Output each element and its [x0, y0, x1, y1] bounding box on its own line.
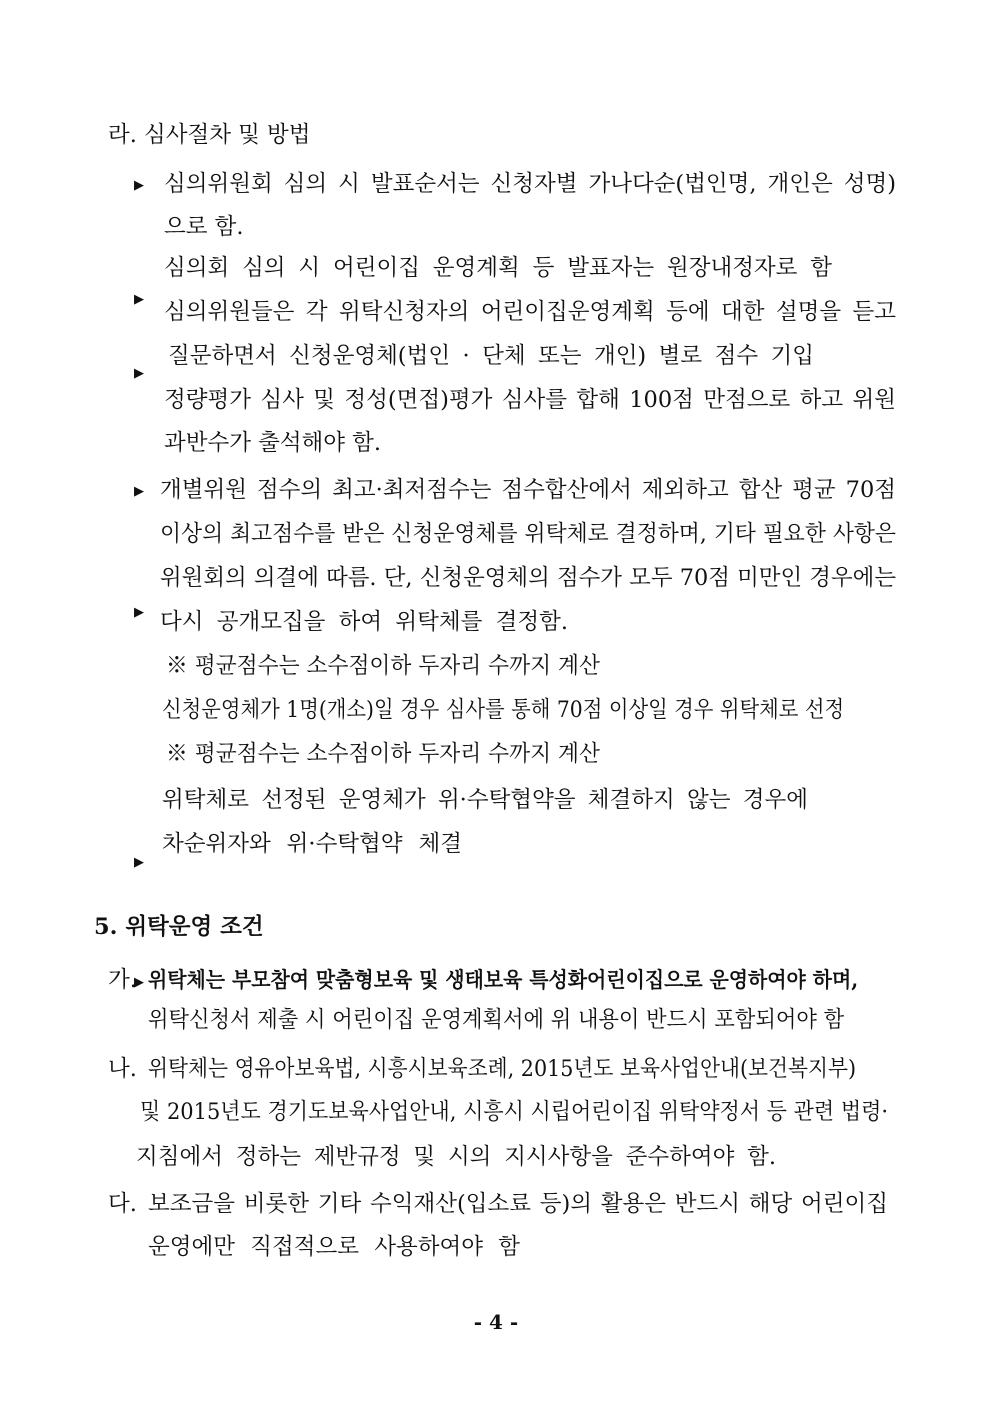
- triangle-bullet-icon: ▶: [134, 292, 144, 307]
- triangle-bullet-icon: ▶: [134, 366, 144, 381]
- item-line: 위탁신청서 제출 시 어린이집 운영계획서에 위 내용이 반드시 포함되어야 함: [148, 1007, 845, 1033]
- section-5-heading: 5. 위탁운영 조건: [94, 914, 264, 940]
- bullet-line: 이상의 최고점수를 받은 신청운영체를 위탁체로 결정하며, 기타 필요한 사항은: [160, 521, 896, 547]
- item-line: 보조금을 비롯한 기타 수익재산(입소료 등)의 활용은 반드시 해당 어린이집: [148, 1191, 888, 1217]
- bullet-line: 심의위원회 심의 시 발표순서는 신청자별 가나다순(법인명, 개인은 성명): [164, 171, 896, 197]
- bullet-line: 차순위자와 위·수탁협약 체결: [162, 831, 462, 857]
- triangle-bullet-icon: ▶: [134, 605, 144, 620]
- triangle-bullet-icon: ▶: [134, 484, 144, 499]
- note-line: ※ 평균점수는 소수점이하 두자리 수까지 계산: [166, 741, 600, 767]
- triangle-bullet-icon: ▶: [134, 855, 144, 870]
- bullet-line: 위원회의 의결에 따름. 단, 신청운영체의 점수가 모두 70점 미만인 경우에는: [160, 565, 897, 591]
- triangle-bullet-icon: ▶: [134, 178, 144, 193]
- item-marker: 가.: [108, 967, 137, 993]
- bullet-line: 심의회 심의 시 어린이집 운영계획 등 발표자는 원장내정자로 함: [164, 255, 832, 281]
- item-line: 위탁체는 영유아보육법, 시흥시보육조례, 2015년도 보육사업안내(보건복지부): [148, 1056, 857, 1082]
- bullet-line: 다시 공개모집을 하여 위탁체를 결정함.: [160, 609, 568, 635]
- bullet-line: 정량평가 심사 및 정성(면접)평가 심사를 합해 100점 만점으로 하고 위원: [164, 387, 896, 413]
- item-marker: 나.: [108, 1056, 137, 1082]
- item-line: 및 2015년도 경기도보육사업안내, 시흥시 시립어린이집 위탁약정서 등 관련 법령·: [140, 1099, 888, 1125]
- note-line: ※ 평균점수는 소수점이하 두자리 수까지 계산: [166, 653, 600, 679]
- triangle-bullet-icon: ▶: [134, 975, 144, 990]
- bullet-line: 신청운영체가 1명(개소)일 경우 심사를 통해 70점 이상일 경우 위탁체로 선정: [162, 697, 845, 723]
- item-line: 위탁체는 부모참여 맞춤형보육 및 생태보육 특성화어린이집으로 운영하여야 하며,: [148, 967, 859, 992]
- bullet-line: 위탁체로 선정된 운영체가 위·수탁협약을 체결하지 않는 경우에: [162, 787, 808, 813]
- bullet-line: 질문하면서 신청운영체(법인 · 단체 또는 개인) 별로 점수 기입: [168, 343, 814, 369]
- item-line: 운영에만 직접적으로 사용하여야 함: [148, 1234, 520, 1260]
- item-marker: 다.: [108, 1191, 137, 1217]
- section-ra-heading: 라. 심사절차 및 방법: [108, 122, 311, 148]
- bullet-line: 으로 함.: [164, 214, 244, 240]
- bullet-line: 개별위원 점수의 최고·최저점수는 점수합산에서 제외하고 합산 평균 70점: [160, 477, 896, 503]
- bullet-line: 심의위원들은 각 위탁신청자의 어린이집운영계획 등에 대한 설명을 듣고: [164, 299, 896, 325]
- page-number: - 4 -: [473, 1310, 519, 1334]
- bullet-line: 과반수가 출석해야 함.: [164, 430, 382, 456]
- item-line: 지침에서 정하는 제반규정 및 시의 지시사항을 준수하여야 함.: [136, 1144, 776, 1170]
